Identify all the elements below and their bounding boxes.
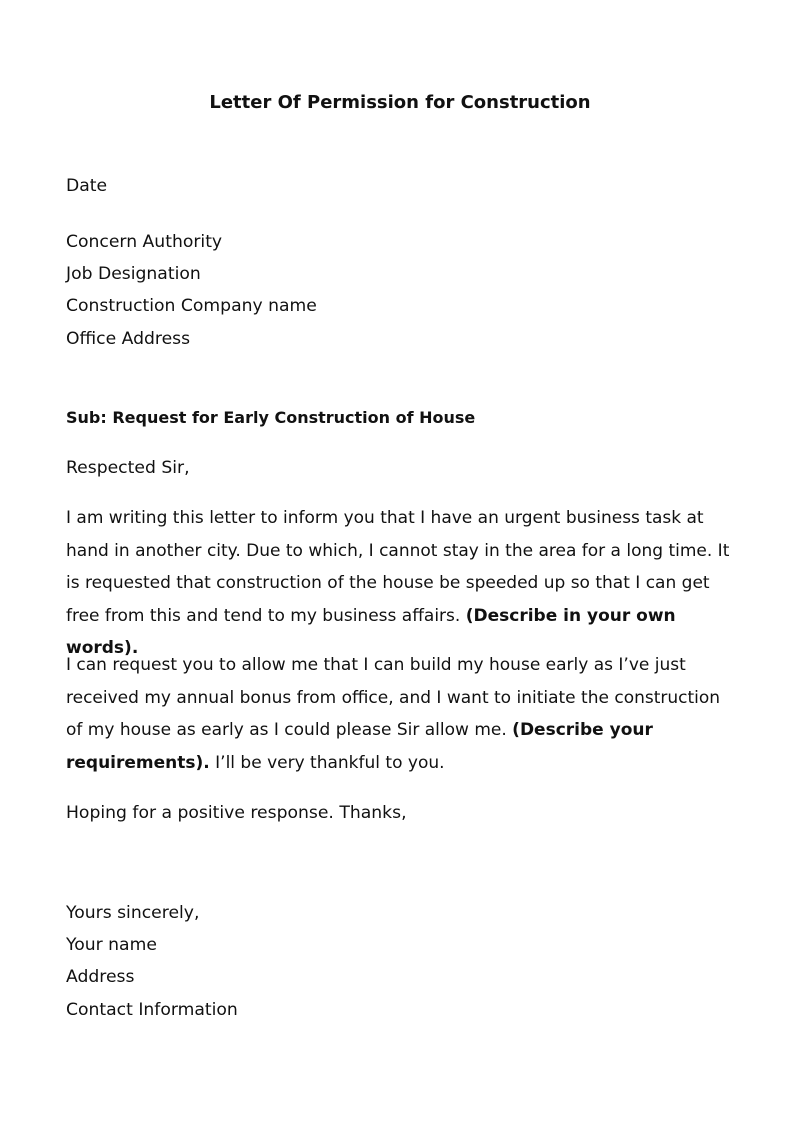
letter-title: Letter Of Permission for Construction (209, 92, 591, 113)
signoff-contact: Contact Information (66, 1000, 238, 1020)
signoff-address: Address (66, 967, 135, 987)
body-paragraph-1-text: I am writing this letter to inform you that I have an urgent business task at hand in another city. Due to which, I cannot stay in the area for a long time. It is requested that construction of the house be speeded up so that I can get free from this and tend to my business affairs. (66, 508, 730, 626)
date-label: Date (66, 176, 108, 196)
body-paragraph-1 (66, 502, 734, 665)
recipient-address: Office Address (66, 329, 191, 349)
body-paragraph-2 (66, 649, 734, 779)
body-paragraph-1-note: (Describe in your own words). (66, 605, 676, 658)
recipient-company: Construction Company name (66, 296, 317, 316)
body-paragraph-2-text: I can request you to allow me that I can build my house early as I’ve just received my annual bonus from office, and I want to initiate the construction of my house as early as I could please Sir allow me. (66, 655, 721, 740)
signoff-name: Your name (66, 935, 157, 955)
recipient-designation: Job Designation (66, 264, 201, 284)
signoff-sincerely: Yours sincerely, (66, 903, 200, 923)
salutation: Respected Sir, (66, 458, 190, 478)
closing-line: Hoping for a positive response. Thanks, (66, 803, 407, 823)
body-paragraph-2-tail: I’ll be very thankful to you. (215, 752, 445, 773)
recipient-authority: Concern Authority (66, 232, 223, 252)
subject-line: Sub: Request for Early Construction of House (66, 408, 476, 427)
body-paragraph-2-note: (Describe your requirements). (66, 720, 653, 773)
